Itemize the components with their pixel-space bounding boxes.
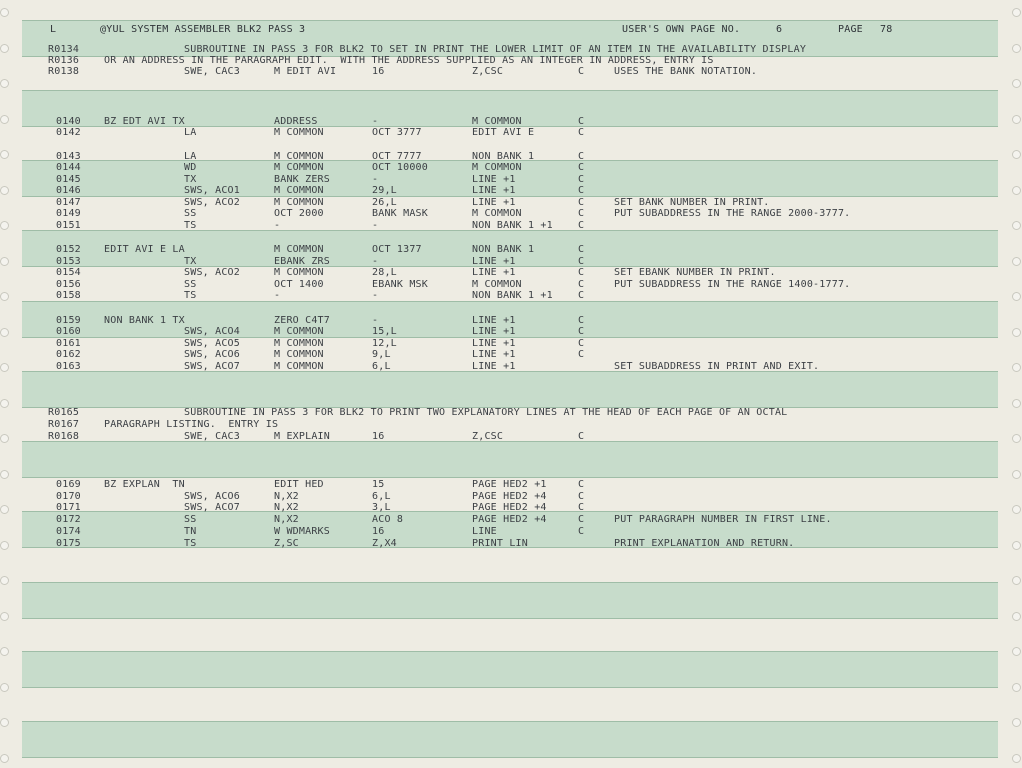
listing-line xyxy=(0,479,1022,491)
listing-field: WD xyxy=(184,162,197,173)
listing-field: OCT 10000 xyxy=(372,162,428,173)
listing-field: BZ EXPLAN TN xyxy=(104,479,185,490)
listing-field: M COMMON xyxy=(274,361,324,372)
listing-line xyxy=(0,326,1022,338)
tractor-hole xyxy=(1012,683,1021,692)
listing-field: 0140 xyxy=(56,116,81,127)
listing-field: OCT 7777 xyxy=(372,151,422,162)
listing-field: C xyxy=(578,326,585,337)
listing-field: PAGE HED2 +4 xyxy=(472,502,547,513)
listing-field: C xyxy=(578,491,585,502)
tractor-hole xyxy=(0,79,9,88)
green-band xyxy=(22,651,998,688)
listing-field: LINE +1 xyxy=(472,256,516,267)
listing-field: EDIT AVI E LA xyxy=(104,244,185,255)
tractor-hole xyxy=(1012,470,1021,479)
listing-field: LINE +1 xyxy=(472,185,516,196)
listing-field: PUT SUBADDRESS IN THE RANGE 1400-1777. xyxy=(614,279,851,290)
listing-field: 0169 xyxy=(56,479,81,490)
listing-line xyxy=(0,220,1022,232)
listing-title: @YUL SYSTEM ASSEMBLER BLK2 PASS 3 xyxy=(100,24,306,35)
listing-field: 9,L xyxy=(372,349,391,360)
tractor-hole xyxy=(1012,8,1021,17)
listing-field: PAGE HED2 +4 xyxy=(472,491,547,502)
listing-field: PRINT LIN xyxy=(472,538,528,549)
listing-field: SWS, ACO5 xyxy=(184,338,240,349)
listing-field: M COMMON xyxy=(274,349,324,360)
listing-field: PUT PARAGRAPH NUMBER IN FIRST LINE. xyxy=(614,514,832,525)
listing-field: 15,L xyxy=(372,326,397,337)
tractor-hole xyxy=(1012,754,1021,763)
listing-field: NON BANK 1 xyxy=(472,244,535,255)
listing-field: 0146 xyxy=(56,185,81,196)
listing-line xyxy=(0,526,1022,538)
listing-field: C xyxy=(578,185,585,196)
listing-field: M COMMON xyxy=(472,162,522,173)
listing-field: N,X2 xyxy=(274,491,299,502)
listing-field: SET EBANK NUMBER IN PRINT. xyxy=(614,267,776,278)
listing-field: 6,L xyxy=(372,361,391,372)
listing-field: M COMMON xyxy=(274,162,324,173)
listing-field: NON BANK 1 xyxy=(472,151,535,162)
listing-field: USES THE BANK NOTATION. xyxy=(614,66,758,77)
listing-field: SWS, ACO6 xyxy=(184,349,240,360)
tractor-hole xyxy=(0,8,9,17)
listing-field: 0162 xyxy=(56,349,81,360)
listing-field: BZ EDT AVI TX xyxy=(104,116,185,127)
page-label: PAGE xyxy=(838,24,863,35)
listing-field: 0174 xyxy=(56,526,81,537)
listing-field: NON BANK 1 TX xyxy=(104,315,185,326)
listing-field: C xyxy=(578,66,585,77)
tractor-hole xyxy=(1012,612,1021,621)
listing-field: M COMMON xyxy=(274,185,324,196)
own-page-number: 6 xyxy=(776,24,783,35)
listing-field: M COMMON xyxy=(274,197,324,208)
listing-field: SWS, ACO1 xyxy=(184,185,240,196)
listing-field: 0151 xyxy=(56,220,81,231)
listing-field: 29,L xyxy=(372,185,397,196)
listing-field: 0143 xyxy=(56,151,81,162)
green-band xyxy=(22,371,998,408)
listing-field: ZERO C4T7 xyxy=(274,315,330,326)
listing-field: 16 xyxy=(372,526,385,537)
listing-field: N,X2 xyxy=(274,514,299,525)
listing-field: C xyxy=(578,526,585,537)
green-band xyxy=(22,582,998,619)
listing-field: 0154 xyxy=(56,267,81,278)
listing-field: PAGE HED2 +4 xyxy=(472,514,547,525)
listing-field: OCT 1377 xyxy=(372,244,422,255)
listing-field: - xyxy=(372,174,379,185)
listing-line xyxy=(0,419,1022,431)
listing-field: 3,L xyxy=(372,502,391,513)
listing-field: LA xyxy=(184,127,197,138)
tractor-hole xyxy=(0,718,9,727)
listing-field: M COMMON xyxy=(274,244,324,255)
listing-field: - xyxy=(372,116,379,127)
listing-line xyxy=(0,502,1022,514)
listing-field: 6,L xyxy=(372,491,391,502)
listing-field: NON BANK 1 +1 xyxy=(472,220,553,231)
listing-field: M COMMON xyxy=(274,326,324,337)
listing-field: Z,X4 xyxy=(372,538,397,549)
listing-field: 28,L xyxy=(372,267,397,278)
listing-field: EBANK MSK xyxy=(372,279,428,290)
listing-field: TX xyxy=(184,174,197,185)
listing-field: 0160 xyxy=(56,326,81,337)
listing-field: EDIT AVI E xyxy=(472,127,535,138)
listing-line xyxy=(0,208,1022,220)
listing-field: C xyxy=(578,208,585,219)
listing-field: TX xyxy=(184,256,197,267)
listing-field: TS xyxy=(184,290,197,301)
listing-field: C xyxy=(578,279,585,290)
listing-field: LINE +1 xyxy=(472,361,516,372)
listing-field: M COMMON xyxy=(274,338,324,349)
listing-field: M COMMON xyxy=(274,127,324,138)
listing-field: 0147 xyxy=(56,197,81,208)
listing-field: C xyxy=(578,174,585,185)
listing-field: LINE +1 xyxy=(472,326,516,337)
listing-field: 0153 xyxy=(56,256,81,267)
listing-field: BANK MASK xyxy=(372,208,428,219)
listing-field: SWS, ACO2 xyxy=(184,197,240,208)
listing-field: 0170 xyxy=(56,491,81,502)
listing-field: PARAGRAPH LISTING. ENTRY IS xyxy=(104,419,279,430)
listing-field: 0161 xyxy=(56,338,81,349)
listing-field: M COMMON xyxy=(472,279,522,290)
tractor-hole xyxy=(0,647,9,656)
listing-field: C xyxy=(578,197,585,208)
listing-field: C xyxy=(578,315,585,326)
listing-field: PAGE HED2 +1 xyxy=(472,479,547,490)
listing-field: C xyxy=(578,290,585,301)
listing-field: ADDRESS xyxy=(274,116,318,127)
listing-field: R0134 xyxy=(48,44,80,55)
listing-field: LA xyxy=(184,151,197,162)
listing-field: EDIT HED xyxy=(274,479,324,490)
listing-field: 26,L xyxy=(372,197,397,208)
tractor-hole xyxy=(0,754,9,763)
listing-field: R0136 xyxy=(48,55,80,66)
listing-field: M EXPLAIN xyxy=(274,431,330,442)
listing-field: 0144 xyxy=(56,162,81,173)
listing-field: 0158 xyxy=(56,290,81,301)
listing-field: - xyxy=(372,290,379,301)
listing-line xyxy=(0,244,1022,256)
listing-field: R0168 xyxy=(48,431,80,442)
listing-field: TS xyxy=(184,538,197,549)
listing-field: C xyxy=(578,431,585,442)
listing-field: SWS, ACO4 xyxy=(184,326,240,337)
listing-field: SWE, CAC3 xyxy=(184,431,240,442)
listing-field: EBANK ZRS xyxy=(274,256,330,267)
listing-field: SET SUBADDRESS IN PRINT AND EXIT. xyxy=(614,361,820,372)
listing-line xyxy=(0,162,1022,174)
listing-field: 0149 xyxy=(56,208,81,219)
listing-line xyxy=(0,185,1022,197)
listing-field: PRINT EXPLANATION AND RETURN. xyxy=(614,538,795,549)
listing-field: SWS, ACO2 xyxy=(184,267,240,278)
listing-line xyxy=(0,514,1022,526)
listing-line xyxy=(0,290,1022,302)
listing-field: SWE, CAC3 xyxy=(184,66,240,77)
listing-field: SWS, ACO6 xyxy=(184,491,240,502)
listing-field: LINE +1 xyxy=(472,315,516,326)
listing-field: M EDIT AVI xyxy=(274,66,337,77)
listing-field: LINE +1 xyxy=(472,197,516,208)
listing-field: M COMMON xyxy=(472,116,522,127)
listing-field: 0171 xyxy=(56,502,81,513)
listing-field: R0138 xyxy=(48,66,80,77)
listing-field: W WDMARKS xyxy=(274,526,330,537)
listing-field: SWS, ACO7 xyxy=(184,502,240,513)
tractor-hole xyxy=(0,576,9,585)
listing-field: SUBROUTINE IN PASS 3 FOR BLK2 TO SET IN PRINT THE LOWER LIMIT OF AN ITEM IN THE AVAILABILITY DISPLAY xyxy=(184,44,807,55)
listing-field: 0175 xyxy=(56,538,81,549)
listing-field: BANK ZERS xyxy=(274,174,330,185)
tractor-hole xyxy=(1012,79,1021,88)
listing-field: 0163 xyxy=(56,361,81,372)
listing-line xyxy=(0,66,1022,78)
tractor-hole xyxy=(1012,576,1021,585)
listing-field: C xyxy=(578,349,585,360)
listing-field: TS xyxy=(184,220,197,231)
listing-field: PUT SUBADDRESS IN THE RANGE 2000-3777. xyxy=(614,208,851,219)
listing-field: SS xyxy=(184,514,197,525)
listing-field: C xyxy=(578,244,585,255)
listing-field: - xyxy=(372,315,379,326)
listing-field: 0142 xyxy=(56,127,81,138)
listing-field: C xyxy=(578,256,585,267)
listing-field: M COMMON xyxy=(274,151,324,162)
tractor-hole xyxy=(1012,647,1021,656)
listing-field: Z,CSC xyxy=(472,66,504,77)
listing-field: LINE +1 xyxy=(472,349,516,360)
listing-field: C xyxy=(578,127,585,138)
listing-field: 12,L xyxy=(372,338,397,349)
listing-field: SUBROUTINE IN PASS 3 FOR BLK2 TO PRINT TWO EXPLANATORY LINES AT THE HEAD OF EACH PAGE OF AN OCTAL xyxy=(184,407,788,418)
listing-line xyxy=(0,127,1022,139)
listing-field: C xyxy=(578,220,585,231)
listing-field: C xyxy=(578,162,585,173)
listing-line xyxy=(0,267,1022,279)
listing-field: 0152 xyxy=(56,244,81,255)
listing-field: R0165 xyxy=(48,407,80,418)
listing-field: - xyxy=(372,256,379,267)
listing-field: SWS, ACO7 xyxy=(184,361,240,372)
listing-field: - xyxy=(372,220,379,231)
listing-field: 15 xyxy=(372,479,385,490)
listing-field: OCT 2000 xyxy=(274,208,324,219)
listing-field: SET BANK NUMBER IN PRINT. xyxy=(614,197,770,208)
page-number: 78 xyxy=(880,24,893,35)
listing-field: OCT 1400 xyxy=(274,279,324,290)
listing-field: TN xyxy=(184,526,197,537)
listing-field: LINE +1 xyxy=(472,338,516,349)
listing-field: C xyxy=(578,502,585,513)
listing-field: C xyxy=(578,151,585,162)
listing-line xyxy=(0,361,1022,373)
green-band xyxy=(22,721,998,758)
listing-field: LINE +1 xyxy=(472,267,516,278)
listing-field: LINE xyxy=(472,526,497,537)
listing-field: M COMMON xyxy=(274,267,324,278)
listing-field: SS xyxy=(184,279,197,290)
listing-field: C xyxy=(578,267,585,278)
tractor-hole xyxy=(0,683,9,692)
listing-field: R0167 xyxy=(48,419,80,430)
listing-field: 0172 xyxy=(56,514,81,525)
listing-field: C xyxy=(578,514,585,525)
tractor-hole xyxy=(0,470,9,479)
listing-field: 16 xyxy=(372,66,385,77)
own-page-label: USER'S OWN PAGE NO. xyxy=(622,24,741,35)
tractor-hole xyxy=(1012,718,1021,727)
listing-field: SS xyxy=(184,208,197,219)
side-marker: L xyxy=(50,24,57,35)
tractor-hole xyxy=(0,612,9,621)
listing-line xyxy=(0,538,1022,550)
listing-field: M COMMON xyxy=(472,208,522,219)
listing-field: Z,SC xyxy=(274,538,299,549)
page-header xyxy=(0,24,1022,36)
listing-field: OR AN ADDRESS IN THE PARAGRAPH EDIT. WITH THE ADDRESS SUPPLIED AS AN INTEGER IN ADDRESS, ENTRY IS xyxy=(104,55,714,66)
green-band xyxy=(22,441,998,478)
listing-field: 0145 xyxy=(56,174,81,185)
listing-line xyxy=(0,431,1022,443)
listing-field: ACO 8 xyxy=(372,514,404,525)
listing-field: - xyxy=(274,220,281,231)
listing-field: LINE +1 xyxy=(472,174,516,185)
listing-field: C xyxy=(578,479,585,490)
listing-field: Z,CSC xyxy=(472,431,504,442)
listing-field: 0159 xyxy=(56,315,81,326)
listing-field: 16 xyxy=(372,431,385,442)
listing-field: C xyxy=(578,116,585,127)
listing-field: NON BANK 1 +1 xyxy=(472,290,553,301)
listing-line xyxy=(0,349,1022,361)
listing-field: N,X2 xyxy=(274,502,299,513)
listing-field: C xyxy=(578,338,585,349)
listing-field: 0156 xyxy=(56,279,81,290)
listing-line xyxy=(0,407,1022,419)
listing-field: OCT 3777 xyxy=(372,127,422,138)
listing-field: - xyxy=(274,290,281,301)
